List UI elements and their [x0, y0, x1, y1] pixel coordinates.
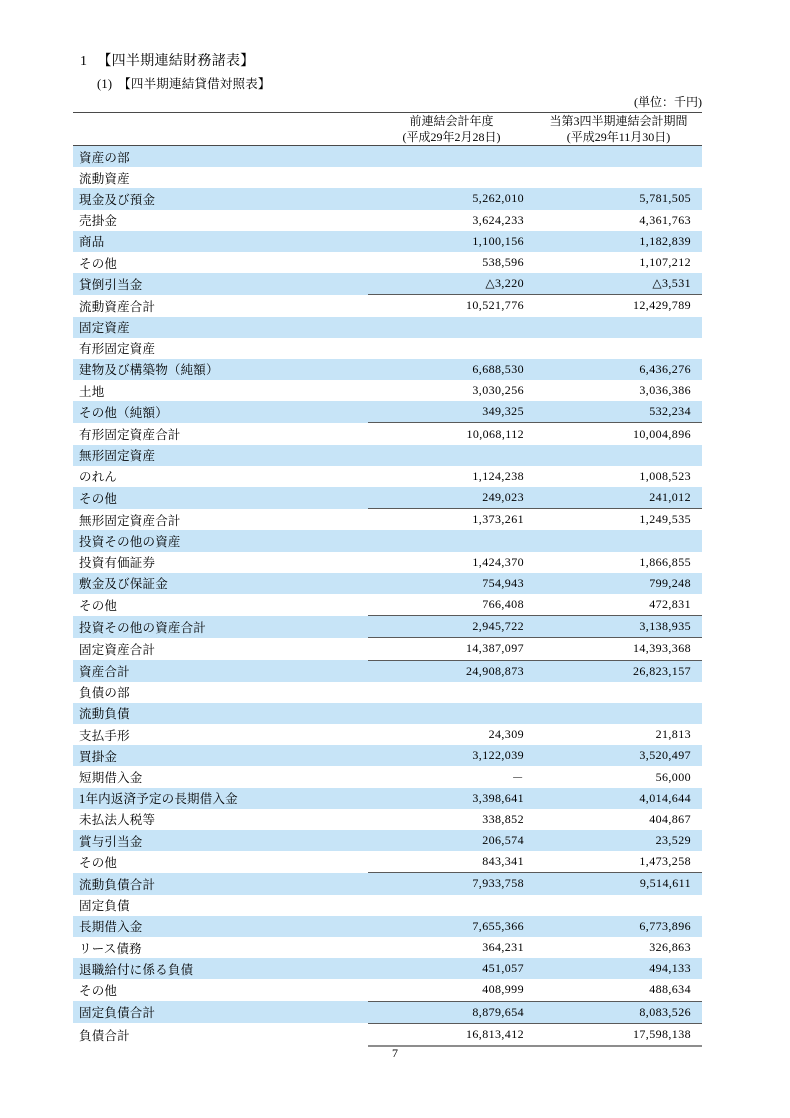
- row-label: 有形固定資産合計: [79, 427, 181, 442]
- table-row: [73, 167, 702, 188]
- row-value-current-period: [535, 895, 702, 916]
- row-value-previous-period: 8,879,654: [368, 1001, 535, 1023]
- row-value-current-period: [535, 703, 702, 724]
- table-row: [73, 724, 702, 745]
- row-label: 無形固定資産合計: [79, 513, 181, 528]
- table-row: [73, 851, 702, 873]
- balance-sheet-table: [73, 112, 702, 1047]
- row-label: その他: [79, 598, 118, 613]
- row-label: 退職給付に係る負債: [73, 958, 368, 979]
- row-label: 投資その他の資産合計: [73, 616, 368, 638]
- row-value-previous-period: 7,655,366: [368, 916, 535, 937]
- row-label: その他: [79, 984, 118, 999]
- row-value-current-period: [535, 317, 702, 338]
- row-value-current-period: 5,781,505: [535, 188, 702, 209]
- section-heading-1-number: 1: [80, 54, 88, 69]
- table-row: [73, 979, 702, 1001]
- table-row: [73, 509, 702, 531]
- row-value-previous-period: [368, 445, 535, 466]
- row-value-current-period: 532,234: [535, 401, 702, 423]
- row-value-previous-period: 538,596: [482, 255, 524, 270]
- table-row: [73, 573, 702, 594]
- row-value-previous-period: [368, 317, 535, 338]
- row-value-current-period: [535, 445, 702, 466]
- row-value-current-period: 494,133: [535, 958, 702, 979]
- section-heading-1: [80, 50, 255, 70]
- row-label: 買掛金: [73, 745, 368, 766]
- row-value-previous-period: 349,325: [368, 401, 535, 423]
- table-row: [73, 830, 702, 851]
- table-row: [73, 273, 702, 295]
- row-value-previous-period: 1,124,238: [472, 468, 524, 483]
- row-label: 敷金及び保証金: [73, 573, 368, 594]
- row-value-previous-period: 408,999: [482, 982, 524, 997]
- row-value-previous-period: 3,624,233: [472, 212, 524, 227]
- row-value-previous-period: 1,100,156: [368, 231, 535, 252]
- row-value-current-period: 23,529: [535, 830, 702, 851]
- table-row: [73, 1023, 702, 1046]
- row-value-previous-period: 10,068,112: [368, 423, 535, 445]
- row-label: 固定負債: [79, 899, 130, 914]
- row-value-previous-period: [368, 338, 535, 359]
- row-label: 流動負債: [73, 703, 368, 724]
- row-value-current-period: 14,393,368: [535, 638, 702, 660]
- row-label: 流動負債合計: [73, 873, 368, 895]
- row-label: 未払法人税等: [79, 813, 156, 828]
- table-row: [73, 317, 702, 338]
- row-label: 商品: [73, 231, 368, 252]
- row-label: 現金及び預金: [73, 188, 368, 209]
- table-row: [73, 530, 702, 551]
- row-label: 流動資産合計: [79, 299, 156, 314]
- table-row: [73, 1001, 702, 1023]
- column-header-current-line1: 当第3四半期連結会計期間: [549, 114, 688, 128]
- row-value-current-period: △3,531: [535, 273, 702, 295]
- row-value-current-period: 799,248: [535, 573, 702, 594]
- table-body: [73, 146, 702, 1046]
- table-row: [73, 338, 702, 359]
- row-label: 支払手形: [79, 728, 130, 743]
- row-value-current-period: [535, 530, 702, 551]
- table-row: [73, 660, 702, 682]
- table-row: [73, 401, 702, 423]
- row-value-current-period: 17,598,138: [535, 1023, 702, 1046]
- row-label: 負債合計: [79, 1028, 130, 1043]
- row-value-previous-period: 6,688,530: [368, 359, 535, 380]
- column-header-previous-period: [368, 113, 535, 146]
- row-label: 1年内返済予定の長期借入金: [73, 788, 368, 809]
- row-value-previous-period: 451,057: [368, 958, 535, 979]
- row-label: 無形固定資産: [73, 445, 368, 466]
- row-value-current-period: 6,436,276: [535, 359, 702, 380]
- row-label: 固定負債合計: [73, 1001, 368, 1023]
- column-header-current-period: [535, 113, 702, 146]
- column-header-previous-line1: 前連結会計年度: [409, 114, 494, 128]
- row-label: その他: [79, 856, 118, 871]
- row-value-previous-period: [368, 146, 535, 168]
- row-value-current-period: 1,008,523: [639, 468, 691, 483]
- row-label: 資産の部: [73, 146, 368, 168]
- row-value-previous-period: 7,933,758: [368, 873, 535, 895]
- table-row: [73, 252, 702, 273]
- row-value-previous-period: 338,852: [482, 811, 524, 826]
- table-row: [73, 380, 702, 401]
- table-row: [73, 423, 702, 445]
- table-row: [73, 210, 702, 231]
- row-value-current-period: 8,083,526: [535, 1001, 702, 1023]
- row-label: その他: [73, 487, 368, 509]
- row-label: 投資有価証券: [79, 556, 156, 571]
- row-value-previous-period: 3,030,256: [472, 383, 524, 398]
- row-value-previous-period: 24,908,873: [368, 660, 535, 682]
- row-value-current-period: 21,813: [655, 727, 691, 742]
- row-value-previous-period: 5,262,010: [368, 188, 535, 209]
- section-heading-2-text: 【四半期連結貸借対照表】: [118, 77, 271, 91]
- row-value-current-period: 472,831: [649, 597, 691, 612]
- row-label: 固定資産合計: [79, 642, 156, 657]
- row-value-previous-period: 3,122,039: [368, 745, 535, 766]
- row-value-previous-period: 1,424,370: [472, 554, 524, 569]
- table-row: [73, 594, 702, 616]
- row-value-previous-period: 3,398,641: [368, 788, 535, 809]
- row-value-previous-period: 1,373,261: [368, 509, 535, 531]
- table-header-row: [73, 113, 702, 146]
- row-label: 流動資産: [79, 171, 130, 186]
- unit-note: (単位：千円): [634, 95, 702, 109]
- row-value-current-period: 3,138,935: [535, 616, 702, 638]
- row-label: 売掛金: [79, 214, 118, 229]
- row-label: 建物及び構築物（純額）: [73, 359, 368, 380]
- table-row: [73, 638, 702, 660]
- row-value-previous-period: 2,945,722: [368, 616, 535, 638]
- row-value-previous-period: 24,309: [488, 727, 524, 742]
- row-label: 負債の部: [79, 686, 130, 701]
- row-value-current-period: 56,000: [655, 769, 691, 784]
- row-value-current-period: 241,012: [535, 487, 702, 509]
- column-header-previous-line2: (平成29年2月28日): [402, 130, 501, 144]
- row-value-current-period: 3,520,497: [535, 745, 702, 766]
- row-value-previous-period: [368, 895, 535, 916]
- table-row: [73, 295, 702, 317]
- row-value-previous-period: 206,574: [368, 830, 535, 851]
- table-row: [73, 916, 702, 937]
- table-row: [73, 682, 702, 703]
- table-row: [73, 487, 702, 509]
- row-value-previous-period: 14,387,097: [368, 638, 535, 660]
- table-row: [73, 895, 702, 916]
- row-value-current-period: 404,867: [649, 811, 691, 826]
- table-row: [73, 703, 702, 724]
- row-value-current-period: [535, 167, 702, 188]
- column-header-label: [73, 113, 368, 146]
- row-value-previous-period: △3,220: [368, 273, 535, 295]
- row-value-current-period: 3,036,386: [639, 383, 691, 398]
- row-value-current-period: [535, 338, 702, 359]
- section-heading-2-number: (1): [97, 77, 113, 91]
- table-row: [73, 809, 702, 830]
- row-value-current-period: 1,107,212: [639, 255, 691, 270]
- table-row: [73, 937, 702, 958]
- row-label: その他（純額）: [73, 401, 368, 423]
- row-value-previous-period: 843,341: [482, 854, 524, 869]
- table-row: [73, 445, 702, 466]
- row-label: リース債務: [79, 941, 142, 956]
- section-heading-1-text: 【四半期連結財務諸表】: [97, 54, 255, 69]
- row-value-current-period: 1,249,535: [535, 509, 702, 531]
- row-label: 投資その他の資産: [73, 530, 368, 551]
- row-value-previous-period: 766,408: [482, 597, 524, 612]
- row-value-previous-period: 754,943: [368, 573, 535, 594]
- table-row: [73, 466, 702, 487]
- row-label: 有形固定資産: [79, 342, 156, 357]
- table-row: [73, 231, 702, 252]
- row-label: 土地: [79, 384, 105, 399]
- row-value-previous-period: [368, 530, 535, 551]
- row-value-current-period: 326,863: [649, 940, 691, 955]
- row-label: その他: [79, 256, 118, 271]
- row-label: のれん: [79, 470, 118, 485]
- section-heading-2: [97, 74, 271, 92]
- row-value-current-period: 4,014,644: [535, 788, 702, 809]
- row-value-current-period: 9,514,611: [535, 873, 702, 895]
- page-number: 7: [392, 1046, 398, 1060]
- row-value-current-period: 4,361,763: [639, 212, 691, 227]
- row-value-previous-period: [368, 682, 535, 703]
- table-row: [73, 745, 702, 766]
- row-value-previous-period: 16,813,412: [368, 1023, 535, 1046]
- row-label: 賞与引当金: [73, 830, 368, 851]
- row-value-current-period: 6,773,896: [535, 916, 702, 937]
- row-label: 長期借入金: [73, 916, 368, 937]
- table-row: [73, 616, 702, 638]
- table-row: [73, 359, 702, 380]
- row-value-current-period: 12,429,789: [535, 295, 702, 317]
- row-label: 固定資産: [73, 317, 368, 338]
- row-value-current-period: 1,866,855: [639, 554, 691, 569]
- table-row: [73, 873, 702, 895]
- column-header-current-line2: (平成29年11月30日): [566, 130, 671, 144]
- row-value-previous-period: [368, 167, 535, 188]
- row-value-current-period: 1,182,839: [535, 231, 702, 252]
- row-label: 短期借入金: [79, 771, 143, 786]
- row-value-current-period: [535, 682, 702, 703]
- table-row: [73, 788, 702, 809]
- table-row: [73, 958, 702, 979]
- row-label: 資産合計: [73, 660, 368, 682]
- table-row: [73, 766, 702, 787]
- row-value-current-period: [535, 146, 702, 168]
- row-value-current-period: 1,473,258: [639, 854, 691, 869]
- table-header: [73, 113, 702, 146]
- table-row: [73, 188, 702, 209]
- row-value-previous-period: －: [511, 770, 524, 785]
- row-value-current-period: 10,004,896: [535, 423, 702, 445]
- row-value-current-period: 26,823,157: [535, 660, 702, 682]
- row-value-previous-period: 364,231: [482, 940, 524, 955]
- row-value-previous-period: [368, 703, 535, 724]
- row-value-current-period: 488,634: [649, 982, 691, 997]
- table-row: [73, 146, 702, 168]
- row-value-previous-period: 249,023: [368, 487, 535, 509]
- row-label: 貸倒引当金: [73, 273, 368, 295]
- table-row: [73, 552, 702, 573]
- row-value-previous-period: 10,521,776: [368, 295, 535, 317]
